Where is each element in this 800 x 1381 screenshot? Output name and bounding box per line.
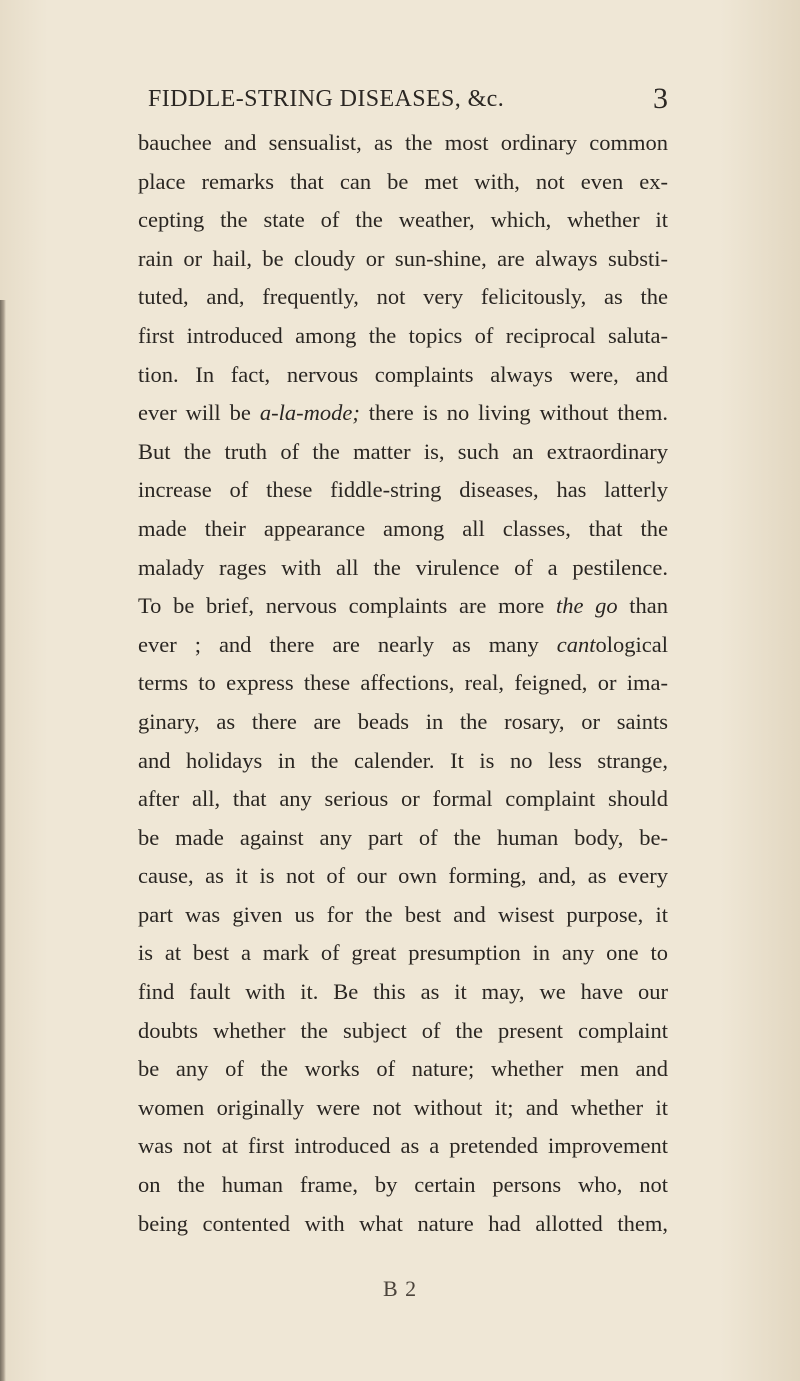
text-line: after all, that any serious or formal complaint should (138, 786, 668, 812)
signature-mark: B 2 (383, 1276, 418, 1301)
text-line: malady rages with all the virulence of a pestilence. (138, 554, 668, 580)
page-number: 3 (653, 82, 668, 115)
text-line: part was given us for the best and wisest purpose, it (138, 901, 668, 927)
text-line: cause, as it is not of our own forming, and, as every (138, 863, 668, 889)
text-line: made their appearance among all classes, that the (138, 515, 668, 541)
text-line: ginary, as there are beads in the rosary, or saints (138, 708, 668, 734)
italic-phrase: the go (555, 593, 618, 619)
text-line: first introduced among the topics of reciprocal saluta- (138, 322, 668, 348)
text-run: ological (595, 631, 668, 657)
page-header (148, 82, 668, 126)
text-run: there is no living without them. (359, 400, 668, 426)
text-line (138, 626, 668, 665)
text-line: and holidays in the calender. It is no less strange, (138, 747, 668, 773)
text-line: be any of the works of nature; whether men and (138, 1056, 668, 1082)
running-head: FIDDLE-STRING DISEASES, &c. (148, 86, 505, 112)
text-line: But the truth of the matter is, such an extraordinary (138, 438, 668, 464)
text-line: be made against any part of the human body, be- (138, 824, 668, 850)
text-line: place remarks that can be met with, not even ex- (138, 168, 668, 194)
text-line: on the human frame, by certain persons who, not (138, 1172, 668, 1198)
text-line: terms to express these affections, real, feigned, or ima- (138, 670, 668, 696)
text-run: ever will be (138, 400, 260, 426)
text-line: was not at first introduced as a pretended improvement (138, 1133, 668, 1159)
text-run: To be brief, nervous complaints are more (138, 593, 556, 619)
text-line: tuted, and, frequently, not very felicitously, as the (138, 284, 668, 310)
text-line (138, 587, 668, 626)
italic-phrase: a-la-mode; (259, 400, 360, 426)
text-line: rain or hail, be cloudy or sun-shine, are always substi- (138, 245, 668, 271)
text-line: find fault with it. Be this as it may, we have our (138, 979, 668, 1005)
text-line: tion. In fact, nervous complaints always were, and (138, 361, 668, 387)
text-line: increase of these fiddle-string diseases, has latterly (138, 477, 668, 503)
text-run: than (617, 593, 668, 619)
text-line: cepting the state of the weather, which, whether it (138, 207, 668, 233)
text-line: women originally were not without it; and whether it (138, 1094, 668, 1120)
text-line (138, 394, 668, 433)
text-line: bauchee and sensualist, as the most ordinary common (138, 130, 668, 155)
text-line: being contented with what nature had allotted them, (138, 1210, 668, 1236)
italic-phrase: cant (556, 631, 596, 657)
body-text (138, 124, 668, 1243)
text-line: doubts whether the subject of the present complaint (138, 1017, 668, 1043)
page-binding-shadow (0, 300, 6, 1381)
text-line: is at best a mark of great presumption in any one to (138, 940, 668, 966)
text-run: ever ; and there are nearly as many (138, 631, 557, 657)
